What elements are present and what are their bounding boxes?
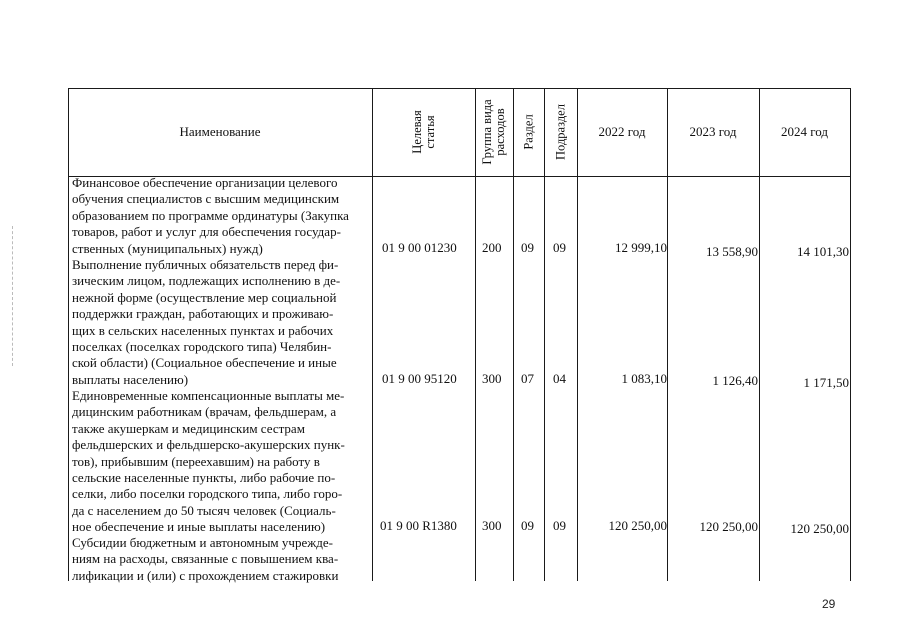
- col-border-4: [544, 88, 545, 581]
- row-3-line: тов), прибывшим (переехавшим) на работу в: [72, 453, 320, 469]
- col-border-2: [475, 88, 476, 581]
- row-4-line: Субсидии бюджетным и автономным учрежде-: [72, 535, 333, 550]
- row-3-line: селки, либо поселки городского типа, либо горо-: [72, 486, 343, 502]
- row-3-line: сельские населенные пункты, либо рабочие по-: [72, 470, 336, 486]
- page-number: 29: [822, 597, 836, 611]
- row-2-subsection: 04: [553, 371, 566, 386]
- row-1-line: Финансовое обеспечение организации целевого: [72, 175, 338, 190]
- header-2023: 2023 год: [689, 124, 737, 139]
- header-expense-group: Группа вида расходов: [480, 99, 507, 165]
- header-subsection: Подраздел: [553, 104, 568, 160]
- row-2-line: нежной форме (осуществление мер социальной: [72, 289, 337, 305]
- row-1-line: обучения специалистов с высшим медицинским: [72, 191, 340, 207]
- row-1-name: [72, 175, 372, 257]
- row-1-line: товаров, работ и услуг для обеспечения государ-: [72, 224, 341, 240]
- row-3-line: ное обеспечение и иные выплаты населению): [72, 519, 326, 535]
- row-1-subsection: 09: [553, 240, 566, 255]
- row-2-2023: 1 126,40: [712, 373, 758, 388]
- header-target-article: Целевая статья: [410, 110, 437, 154]
- row-2-code: 01 9 00 95120: [382, 371, 457, 386]
- row-2-2024: 1 171,50: [803, 375, 849, 390]
- row-3-subsection: 09: [553, 518, 566, 533]
- row-3-2023: 120 250,00: [699, 519, 758, 534]
- row-3-name: [72, 388, 372, 536]
- budget-table: [68, 88, 851, 581]
- row-4-line: ниям на расходы, связанные с повышением ква-: [72, 551, 339, 567]
- col-border-3: [513, 88, 514, 581]
- row-2-line: поселках (поселках городского типа) Челябин-: [72, 339, 332, 355]
- row-2-line: поддержки граждан, работающих и проживаю-: [72, 306, 334, 322]
- row-1-2023: 13 558,90: [706, 244, 758, 259]
- row-1-group: 200: [482, 240, 502, 255]
- row-1-code: 01 9 00 01230: [382, 240, 457, 255]
- row-1-line: образованием по программе ординатуры (Закупка: [72, 207, 349, 223]
- row-1-2024: 14 101,30: [797, 244, 849, 259]
- row-2-name: [72, 257, 372, 388]
- row-2-line: выплаты населению): [72, 371, 189, 387]
- row-3-line: да с населением до 50 тысяч человек (Социаль-: [72, 502, 336, 518]
- row-2-line: Выполнение публичных обязательств перед фи-: [72, 257, 339, 272]
- header-section: Раздел: [521, 114, 536, 150]
- row-2-line: щих в сельских населенных пунктах и рабочих: [72, 322, 334, 338]
- row-3-group: 300: [482, 518, 502, 533]
- row-1-line: ственных (муниципальных) нужд): [72, 240, 263, 256]
- row-2-section: 07: [521, 371, 534, 386]
- row-3-line: дицинским работникам (врачам, фельдшерам, а: [72, 404, 337, 420]
- header-name: Наименование: [179, 124, 261, 139]
- col-border-8: [850, 88, 851, 581]
- header-2024: 2024 год: [781, 124, 828, 139]
- row-4-line: лификации и (или) с прохождением стажировки: [72, 567, 339, 583]
- row-3-line: фельдшерских и фельдшерско-акушерских пунк-: [72, 437, 345, 453]
- row-3-section: 09: [521, 518, 534, 533]
- row-3-line: также акушеркам и медицинским сестрам: [72, 420, 305, 436]
- row-1-2022: 12 999,10: [615, 240, 667, 255]
- row-4-name: [72, 535, 372, 584]
- row-3-line: Единовременные компенсационные выплаты ме-: [72, 388, 345, 403]
- row-2-group: 300: [482, 371, 502, 386]
- row-2-line: ской области) (Социальное обеспечение и иные: [72, 355, 337, 371]
- row-2-2022: 1 083,10: [621, 371, 667, 386]
- row-3-code: 01 9 00 R1380: [380, 518, 457, 533]
- row-3-2024: 120 250,00: [790, 521, 849, 536]
- col-border-1: [372, 88, 373, 581]
- header-2022: 2022 год: [598, 124, 646, 139]
- row-2-line: зическим лицом, подлежащих исполнению в де-: [72, 273, 341, 289]
- row-3-2022: 120 250,00: [608, 518, 667, 533]
- scan-margin-mark: [12, 226, 13, 366]
- row-1-section: 09: [521, 240, 534, 255]
